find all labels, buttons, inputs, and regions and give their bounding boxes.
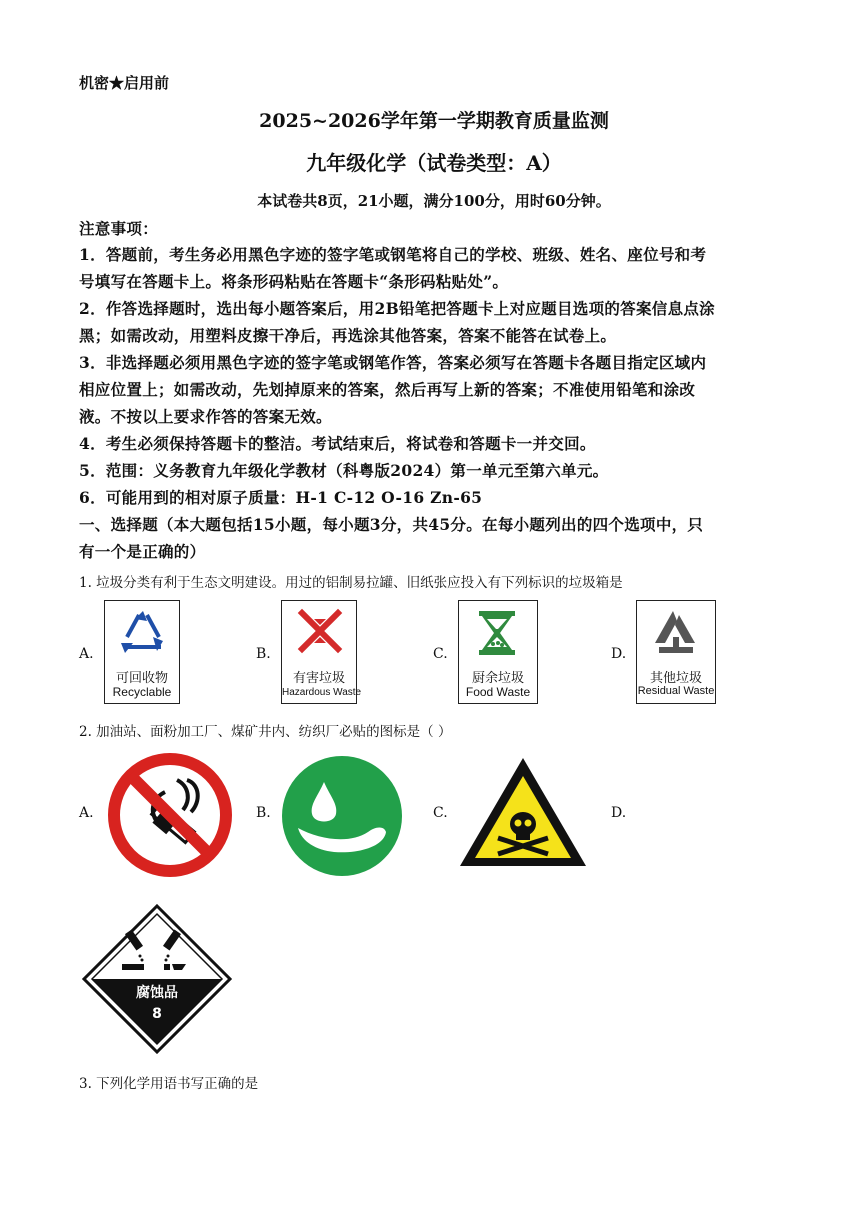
q1-option-c-letter: C.: [433, 646, 448, 662]
water-saving-sign: [280, 754, 404, 878]
notes-line: 黑；如需改动，用塑料皮擦干净后，再选涂其他答案，答案不能答在试卷上。: [79, 326, 617, 345]
corrosive-class-number: 8: [152, 1006, 162, 1022]
no-smoking-sign: [105, 750, 235, 880]
secret-label: 机密★启用前: [79, 74, 170, 92]
q2-option-c-letter: C.: [433, 805, 448, 821]
notes-line: 5．范围：义务教育九年级化学教材（科粤版2024）第一单元至第六单元。: [79, 461, 609, 480]
q1-option-d-letter: D.: [611, 646, 627, 662]
question-2-text: 2. 加油站、面粉加工厂、煤矿井内、纺织厂必贴的图标是（ ）: [79, 724, 452, 740]
notes-heading: 注意事项：: [79, 219, 159, 238]
corrosive-sign: [82, 904, 232, 1054]
recycle-icon: [117, 607, 169, 663]
q1-option-a-letter: A.: [79, 646, 94, 662]
hazard-cross-icon: [294, 607, 346, 663]
question-3-text: 3. 下列化学用语书写正确的是: [79, 1076, 259, 1092]
recyclable-bin-sign: [104, 600, 180, 704]
q2-option-d-letter: D.: [611, 805, 627, 821]
notes-line: 号填写在答题卡上。将条形码粘贴在答题卡“条形码粘贴处”。: [79, 272, 509, 291]
bin-label-cn: 其他垃圾: [649, 671, 702, 686]
notes-line: 4．考生必须保持答题卡的整洁。考试结束后，将试卷和答题卡一并交回。: [79, 434, 596, 453]
toxic-warning-sign: [456, 754, 590, 872]
q2-option-a-letter: A.: [79, 805, 94, 821]
notes-line: 2．作答选择题时，选出每小题答案后，用2B铅笔把答题卡上对应题目选项的答案信息点涂: [79, 299, 715, 318]
notes-line: 相应位置上；如需改动，先划掉原来的答案，然后再写上新的答案；不准使用铅笔和涂改: [79, 380, 696, 399]
bin-label-en: Hazardous Waste: [282, 687, 362, 698]
notes-line: 1．答题前，考生务必用黑色字迹的签字笔或钢笔将自己的学校、班级、姓名、座位号和考: [79, 245, 707, 264]
hazardous-bin-sign: [281, 600, 362, 704]
exam-info: 本试卷共8页，21小题，满分100分，用时60分钟。: [257, 192, 611, 210]
food-waste-bin-sign: [458, 600, 538, 704]
exam-title: 2025~2026学年第一学期教育质量监测: [259, 110, 609, 132]
section-heading: 有一个是正确的）: [79, 542, 206, 561]
bin-label-cn: 可回收物: [115, 671, 168, 686]
notes-line: 液。不按以上要求作答的答案无效。: [79, 407, 332, 426]
residual-waste-icon: [649, 607, 701, 663]
residual-waste-bin-sign: [636, 600, 716, 704]
q2-option-b-letter: B.: [256, 805, 271, 821]
notes-line: 6．可能用到的相对原子质量：H-1 C-12 O-16 Zn-65: [79, 488, 483, 507]
hourglass-icon: [471, 607, 523, 663]
bin-label-cn: 厨余垃圾: [471, 671, 524, 686]
bin-label-en: Residual Waste: [637, 685, 715, 697]
question-1-text: 1. 垃圾分类有利于生态文明建设。用过的铝制易拉罐、旧纸张应投入有下列标识的垃圾箱是: [79, 575, 623, 591]
exam-subtitle: 九年级化学（试卷类型：A）: [306, 151, 562, 175]
corrosive-label: 腐蚀品: [136, 985, 178, 1001]
section-heading: 一、选择题（本大题包括15小题，每小题3分，共45分。在每小题列出的四个选项中，只: [79, 515, 704, 534]
q1-option-b-letter: B.: [256, 646, 271, 662]
notes-line: 3．非选择题必须用黑色字迹的签字笔或钢笔作答，答案必须写在答题卡各题目指定区域内: [79, 353, 707, 372]
bin-label-en: Food Waste: [465, 685, 531, 699]
bin-label-en: Recyclable: [112, 685, 172, 699]
bin-label-cn: 有害垃圾: [292, 671, 345, 686]
